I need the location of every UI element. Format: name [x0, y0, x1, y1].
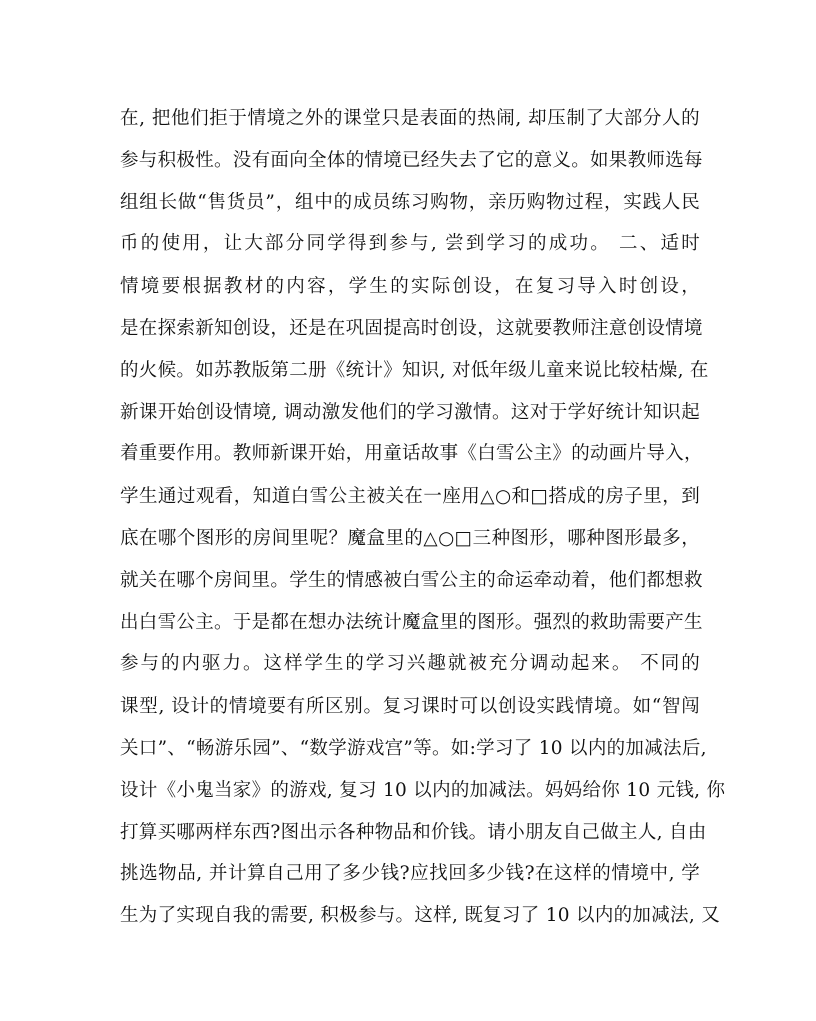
- text-line: 打算买哪两样东西?图出示各种物品和价钱。请小朋友自己做主人, 自由: [120, 822, 707, 843]
- text-line: 参与积极性。没有面向全体的情境已经失去了它的意义。如果教师选每: [120, 150, 703, 171]
- text-line: 着重要作用。教师新课开始，用童话故事《白雪公主》的动画片导入，: [120, 443, 703, 464]
- text-line: 课型, 设计的情境要有所区别。复习课时可以创设实践情境。如“智闯: [120, 696, 700, 717]
- text-line: 组组长做“售货员”，组中的成员练习购物，亲历购物过程，实践人民: [120, 192, 700, 213]
- text-line: 新课开始创设情境, 调动激发他们的学习激情。这对于学好统计知识起: [120, 402, 700, 423]
- text-line: 出白雪公主。于是都在想办法统计魔盒里的图形。强烈的救助需要产生: [120, 612, 703, 633]
- text-line: 情境要根据教材的内容，学生的实际创设，在复习导入时创设，: [120, 276, 700, 297]
- text-line: 关口”、“畅游乐园”、“数学游戏宫”等。如:学习了 10 以内的加减法后,: [120, 738, 707, 759]
- text-line: 币的使用，让大部分同学得到参与, 尝到学习的成功。 二、适时: [120, 233, 700, 254]
- text-line: 参与的内驱力。这样学生的学习兴趣就被充分调动起来。 不同的: [120, 653, 700, 674]
- text-line: 挑选物品, 并计算自己用了多少钱?应找回多少钱?在这样的情境中, 学: [120, 863, 700, 884]
- text-line: 的火候。如苏教版第二册《统计》知识, 对低年级儿童来说比较枯燥, 在: [120, 360, 709, 381]
- text-line: 在, 把他们拒于情境之外的课堂只是表面的热闹, 却压制了大部分人的: [120, 108, 700, 129]
- text-line: 学生通过观看，知道白雪公主被关在一座用△○和□搭成的房子里，到: [120, 486, 700, 507]
- text-line: 设计《小鬼当家》的游戏, 复习 10 以内的加减法。妈妈给你 10 元钱, 你: [120, 780, 726, 801]
- text-line: 就关在哪个房间里。学生的情感被白雪公主的命运牵动着，他们都想救: [120, 570, 703, 591]
- text-line: 底在哪个图形的房间里呢？魔盒里的△○□三种图形，哪种图形最多，: [120, 528, 700, 549]
- text-line: 生为了实现自我的需要, 积极参与。这样, 既复习了 10 以内的加减法, 又: [120, 905, 720, 926]
- text-line: 是在探索新知创设，还是在巩固提高时创设，这就要教师注意创设情境: [120, 318, 703, 339]
